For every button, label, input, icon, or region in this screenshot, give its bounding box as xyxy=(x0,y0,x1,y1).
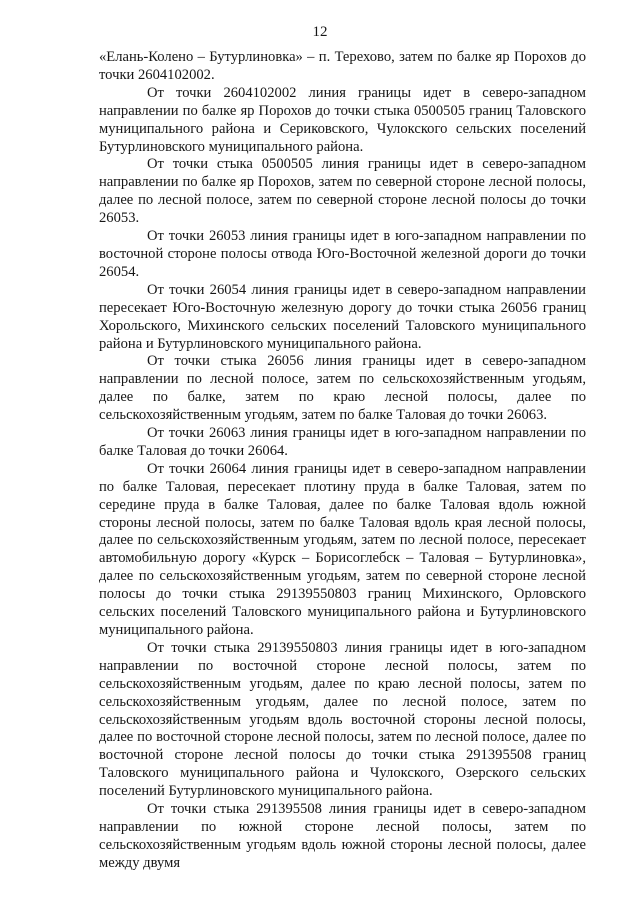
paragraph: От точки стыка 291395508 линия границы идет в северо-западном направлении по южной стороне лесной полосы, затем по сельскохозяйственным угодьям вдоль южной стороны лесной полосы, далее между двумя xyxy=(99,801,586,871)
paragraph: От точки 2604102002 линия границы идет в северо-западном направлении по балке яр Порохов до точки стыка 0500505 границ Таловского муниципального района и Сериковского, Чулокского сельских поселений Бутурлиновского муниципального района. xyxy=(99,84,586,155)
paragraph: От точки 26054 линия границы идет в северо-западном направлении пересекает Юго-Восточную железную дорогу до точки стыка 26056 границ Хорольского, Михинского сельских поселений Таловского муниципального района и Бутурлиновского муниципального района. xyxy=(99,281,586,352)
paragraph: От точки стыка 0500505 линия границы идет в северо-западном направлении по балке яр Порохов, затем по северной стороне лесной полосы, далее по лесной полосе, затем по северной стороне лесной полосы до точки 26053. xyxy=(99,156,586,227)
paragraph: От точки стыка 26056 линия границы идет в северо-западном направлении по лесной полосе, затем по сельскохозяйственным угодьям, далее по балке, затем по краю лесной полосы, далее по сельскохозяйственным угодьям, затем по балке Таловая до точки 26063. xyxy=(99,353,586,424)
paragraph: От точки стыка 29139550803 линия границы идет в юго-западном направлении по восточной стороне лесной полосы, затем по сельскохозяйственным угодьям, далее по краю лесной полосы, затем по сельскохозяйственным угодьям, далее по лесной полосе, затем по сельскохозяйственным угодьям вдоль восточной стороны лесной полосы, далее по восточной стороне лесной полосы, затем по лесной полосе, далее по восточной стороне лесной полосы до точки стыка 291395508 границ Таловского муниципального района и Чулокского, Озерского сельских поселений Бутурлиновского муниципального района. xyxy=(99,639,586,800)
paragraph: От точки 26063 линия границы идет в юго-западном направлении по балке Таловая до точки 26064. xyxy=(99,425,586,459)
page-number: 12 xyxy=(312,24,328,40)
body-text xyxy=(99,49,586,873)
paragraph: От точки 26064 линия границы идет в северо-западном направлении по балке Таловая, пересекает плотину пруда в балке Таловая, затем по середине пруда в балке Таловая, далее по балке Таловая вдоль южной стороны лесной полосы, затем по балке Таловая вдоль края лесной полосы, далее по сельскохозяйственным угодьям, затем по лесной полосе, пересекает автомобильную дорогу «Курск – Борисоглебск – Таловая – Бутурлиновка», далее по сельскохозяйственным угодьям, затем по северной стороне лесной полосы до точки стыка 29139550803 границ Михинского, Орловского сельских поселений Таловского муниципального района и Бутурлиновского муниципального района. xyxy=(99,460,586,638)
paragraph-continuation: «Елань-Колено – Бутурлиновка» – п. Терехово, затем по балке яр Порохов до точки 2604102002. xyxy=(99,49,586,83)
paragraph: От точки 26053 линия границы идет в юго-западном направлении по восточной стороне полосы отвода Юго-Восточной железной дороги до точки 26054. xyxy=(99,228,586,280)
